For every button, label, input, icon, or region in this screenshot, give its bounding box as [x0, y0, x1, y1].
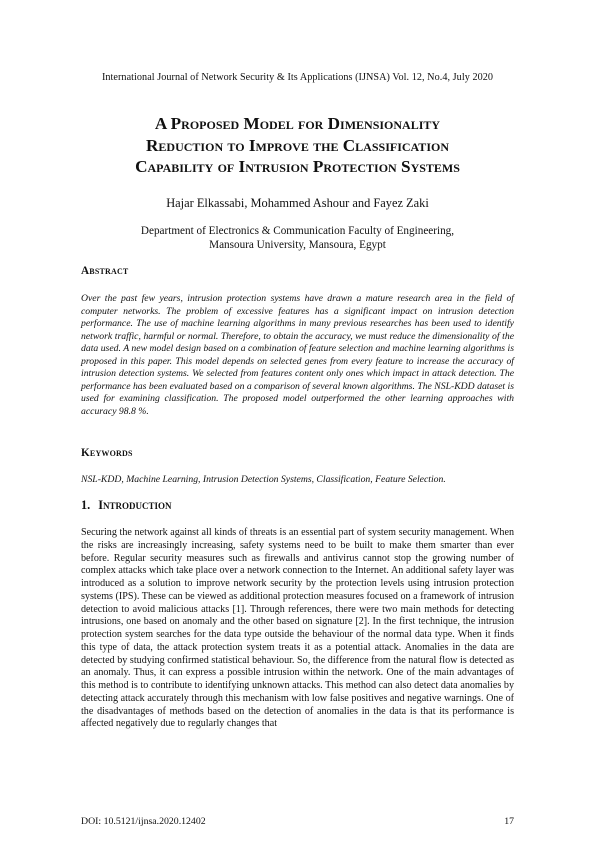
title-line: Reduction to Improve the Classification: [146, 135, 449, 155]
title-line: A Proposed Model for Dimensionality: [154, 114, 441, 133]
author-list: Hajar Elkassabi, Mohammed Ashour and Fayez Zaki: [166, 196, 429, 210]
introduction-heading: [81, 498, 172, 513]
page-number: 17: [504, 816, 514, 827]
section-title: Introduction: [98, 498, 172, 512]
keywords-heading: Keywords: [81, 447, 133, 459]
keywords-text: NSL-KDD, Machine Learning, Intrusion Detection Systems, Classification, Feature Selection.: [81, 474, 446, 485]
abstract-text: Over the past few years, intrusion protection systems have drawn a mature research area in the field of computer networks. The problem of excessive features has a significant impact on intrusion detection performance. The use of machine learning algorithms in many previous researches has been used to identify network traffic, harmful or normal. Therefore, to obtain the accuracy, we must reduce the dimensionality of the data used. A new model design based on a combination of feature selection and machine learning algorithms is proposed in this paper. This model depends on selected genes from every feature to increase the accuracy of intrusion detection systems. We selected from features content only ones which impact in attack detection. The performance has been evaluated based on a comparison of several known algorithms. The NSL-KDD dataset is used for examining classification. The proposed model outperformed the other learning approaches with accuracy 98.8 %.: [81, 293, 514, 417]
affiliation: [0, 225, 595, 253]
running-header: International Journal of Network Security & Its Applications (IJNSA) Vol. 12, No.4, July 2020: [101, 72, 494, 83]
abstract-heading: Abstract: [81, 265, 129, 277]
affiliation-line: Mansoura University, Mansoura, Egypt: [209, 238, 386, 251]
affiliation-line: Department of Electronics & Communication Faculty of Engineering,: [140, 225, 455, 237]
introduction-text: Securing the network against all kinds of threats is an essential part of system security management. When the risks are increasingly increasing, safety systems need to be built to make them smarter than ever before. Regular security measures such as firewalls and antivirus cannot stop the growing number of complex attacks which take place over a network connection to the Internet. An additional safety layer was introduced as a solution to improve network security by the protection levels using intrusion protection systems (IPS). These can be viewed as additional protection measures focused on a framework of intrusion detection to avoid malicious attacks [1]. Through references, there were two main methods for detecting intrusions, one based on anomaly and the other based on signature [2]. In the first technique, the intrusion protection system searches for the data type outside the behaviour of the normal data type. When it finds this type of data, the attack protection system treats it as a potential attack. Anomalies in the data are detected by studying confirmed statistical behaviour. So, the difference from the natural flow is detected as an anomaly. Thus, it can express a possible intrusion within the network. One of the main advantages of this method is to contribute to identifying unknown attacks. This method can also detect data anomalies by detecting attack accurately through this mechanism with low false positives and negative warnings. One of the disadvantages of methods based on the detection of anomalies in the data is that its performance is affected negatively due to regularly changes that: [81, 527, 514, 730]
section-number: 1.: [81, 498, 91, 512]
paper-title: [60, 113, 535, 178]
title-line: Capability of Intrusion Protection Systems: [135, 157, 460, 176]
doi-link[interactable]: DOI: 10.5121/ijnsa.2020.12402: [81, 816, 206, 827]
